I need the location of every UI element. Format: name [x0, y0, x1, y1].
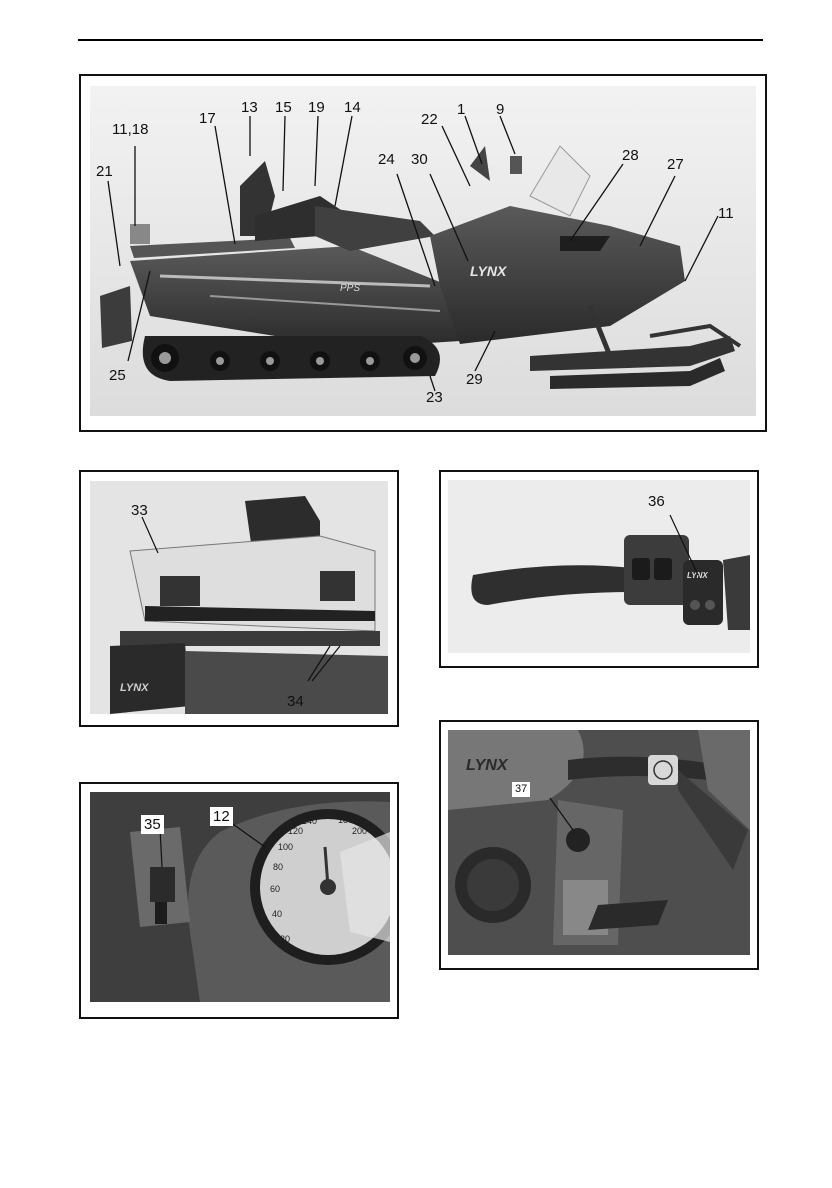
callout-30: 30 [411, 151, 428, 168]
callout-14: 14 [344, 99, 361, 116]
callout-15: 15 [275, 99, 292, 116]
callout-37: 37 [512, 782, 530, 797]
callout-27: 27 [667, 156, 684, 173]
callout-28: 28 [622, 147, 639, 164]
dial-number-120: 120 [288, 826, 304, 836]
callout-12: 12 [210, 807, 233, 826]
callout-21: 21 [96, 163, 113, 180]
callout-11-18: 11,18 [112, 121, 149, 138]
svg-text:LYNX: LYNX [466, 757, 508, 774]
handlebar-photo [448, 480, 750, 653]
dial-number-160: 160 [320, 811, 336, 821]
dial-number-80: 80 [273, 862, 284, 872]
callout-25: 25 [109, 367, 126, 384]
dial-number-140: 140 [302, 816, 318, 826]
dial-number-40: 40 [272, 909, 283, 919]
callout-17: 17 [199, 110, 216, 127]
dial-number-20: 20 [280, 934, 291, 944]
callout-11: 11 [718, 205, 734, 222]
callout-19: 19 [308, 99, 325, 116]
svg-text:PPS: PPS [340, 283, 361, 294]
dial-number-180: 180 [338, 815, 354, 825]
callout-9: 9 [496, 101, 505, 118]
callout-13: 13 [241, 99, 258, 116]
dial-number-60: 60 [270, 884, 281, 894]
svg-text:LYNX: LYNX [120, 682, 149, 694]
callout-22: 22 [421, 111, 438, 128]
svg-text:LYNX: LYNX [687, 571, 708, 580]
dial-number-200: 200 [352, 826, 368, 836]
callout-35: 35 [141, 815, 164, 834]
callout-33: 33 [131, 502, 148, 519]
svg-text:LYNX: LYNX [470, 263, 507, 279]
callout-1: 1 [457, 101, 466, 118]
callout-23: 23 [426, 389, 443, 406]
callout-24: 24 [378, 151, 395, 168]
dial-number-100: 100 [278, 842, 294, 852]
snowmobile-side-view-photo [90, 86, 756, 416]
header-rule [78, 39, 763, 41]
gauge-photo [90, 792, 390, 1002]
console-photo [448, 730, 750, 955]
callout-29: 29 [466, 371, 483, 388]
callout-36: 36 [648, 493, 665, 510]
callout-34: 34 [287, 693, 304, 710]
